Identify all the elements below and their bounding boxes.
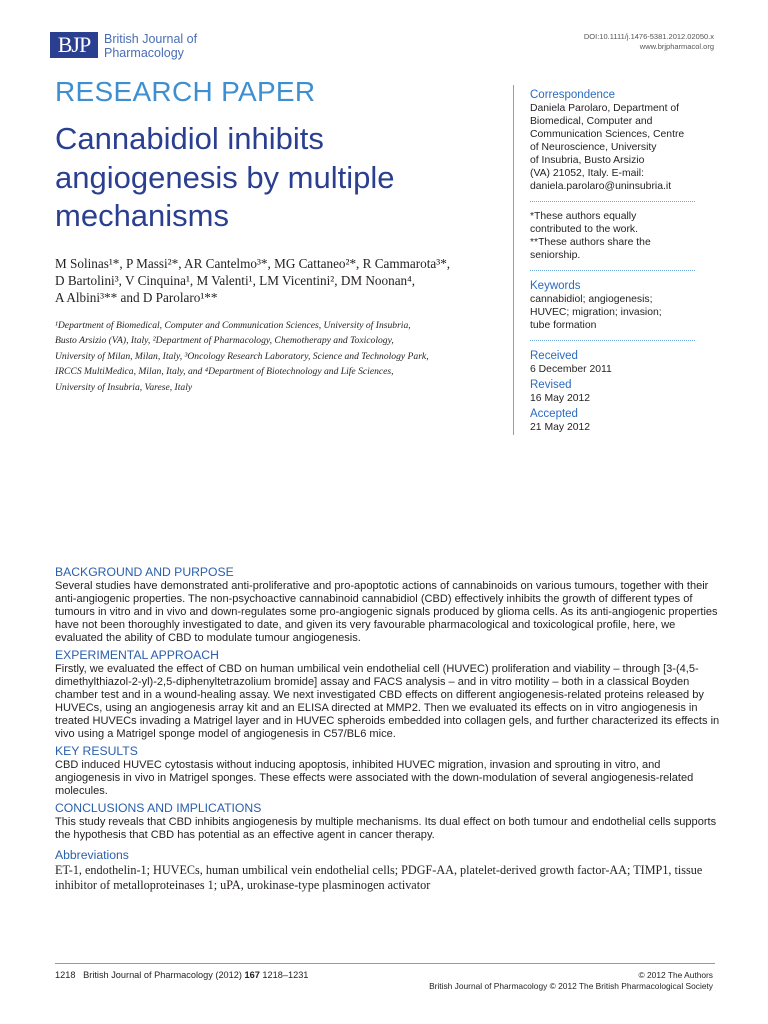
abbreviations-text: ET-1, endothelin-1; HUVECs, human umbilical vein endothelial cells; PDGF-AA, platelet-derived growth factor-AA; TIMP1, tissue inhibitor of metalloproteinases 1; uPA, urokinase-type plasminogen activator <box>55 863 703 892</box>
received-heading: Received <box>530 350 578 362</box>
correspondence-line: of Neuroscience, University <box>530 142 657 153</box>
correspondence-email[interactable]: daniela.parolaro@uninsubria.it <box>530 181 672 192</box>
paper-title: Cannabidiol inhibits angiogenesis by multiple mechanisms <box>55 121 395 233</box>
bjp-logo-mark: BJP <box>50 32 98 58</box>
doi-text: DOI:10.1111/j.1476-5381.2012.02050.x <box>583 32 714 41</box>
note-line: seniorship. <box>530 250 581 261</box>
keywords-heading: Keywords <box>530 280 581 292</box>
structured-abstract <box>55 562 720 893</box>
copyright-line: © 2012 The Authors <box>638 970 713 980</box>
article-info-sidebar <box>530 88 695 436</box>
conclusions-heading: CONCLUSIONS AND IMPLICATIONS <box>55 801 262 815</box>
author-note <box>530 210 695 262</box>
affiliation-line: University of Milan, Milan, Italy, ³Oncology Research Laboratory, Science and Technology Park, <box>55 350 429 362</box>
correspondence-heading: Correspondence <box>530 89 616 101</box>
accepted-date: 21 May 2012 <box>530 422 591 433</box>
dotted-divider <box>530 201 695 202</box>
correspondence-block <box>530 102 695 193</box>
note-line: **These authors share the <box>530 237 651 248</box>
paper-type-label: RESEARCH PAPER <box>55 76 316 107</box>
affiliation-line: IRCCS MultiMedica, Milan, Italy, and ⁴Department of Biotechnology and Life Sciences, <box>55 366 394 378</box>
accepted-heading: Accepted <box>530 408 578 420</box>
footer-volume: 167 <box>244 970 260 980</box>
page-number: 1218 <box>55 970 76 980</box>
author-line: D Bartolini³, V Cinquina¹, M Valenti¹, LM Vicentini², DM Noonan⁴, <box>55 273 416 288</box>
footer-pages: 1218–1231 <box>262 970 309 980</box>
journal-name-line1: British Journal of <box>104 32 198 46</box>
approach-heading: EXPERIMENTAL APPROACH <box>55 648 219 662</box>
author-list <box>55 255 505 306</box>
conclusions-text: This study reveals that CBD inhibits angiogenesis by multiple mechanisms. Its dual effect on both tumour and endothelial cells supports the hypothesis that CBD has potential as an effective agent in cancer therapy. <box>55 816 717 841</box>
correspondence-line: (VA) 21052, Italy. E-mail: <box>530 168 644 179</box>
revised-date: 16 May 2012 <box>530 393 591 404</box>
author-line: M Solinas¹*, P Massi²*, AR Cantelmo³*, MG Cattaneo²*, R Cammarota³*, <box>55 256 451 271</box>
revised-heading: Revised <box>530 379 572 391</box>
copyright-line: British Journal of Pharmacology © 2012 The British Pharmacological Society <box>429 981 713 991</box>
journal-logo <box>50 32 197 60</box>
correspondence-line: Communication Sciences, Centre <box>530 129 685 140</box>
affiliation-line: University of Insubria, Varese, Italy <box>55 381 193 393</box>
affiliation-line: Busto Arsizio (VA), Italy, ²Department of Pharmacology, Chemotherapy and Toxicology, <box>55 335 394 347</box>
footer-citation <box>55 970 308 980</box>
author-line: A Albini³** and D Parolaro¹** <box>55 290 218 305</box>
dotted-divider <box>530 270 695 271</box>
correspondence-line: of Insubria, Busto Arsizio <box>530 155 645 166</box>
keywords-line: cannabidiol; angiogenesis; <box>530 294 653 305</box>
abbreviations-heading: Abbreviations <box>55 848 129 862</box>
sidebar-divider <box>513 85 514 435</box>
keywords-block <box>530 293 695 332</box>
received-date: 6 December 2011 <box>530 364 612 375</box>
note-line: *These authors equally <box>530 211 637 222</box>
results-heading: KEY RESULTS <box>55 744 138 758</box>
keywords-line: HUVEC; migration; invasion; <box>530 307 662 318</box>
journal-name-line2: Pharmacology <box>104 46 184 60</box>
journal-website[interactable]: www.brjpharmacol.org <box>639 42 714 51</box>
affiliations <box>55 318 500 395</box>
journal-name <box>104 32 197 60</box>
approach-text: Firstly, we evaluated the effect of CBD on human umbilical vein endothelial cell (HUVEC) proliferation and viability – through [3-(4,5-dimethylthiazol-2-yl)-2,5-diphenyltetrazolium bromide] assay and FACS analysis – and in vitro motility – both in a classical Boyden chamber test and in a wound-healing assay. We next investigated CBD effects on different angiogenesis-related proteins released by HUVECs, using an angiogenesis array kit and an ELISA directed at MMP2. Then we evaluated its effects on in vitro angiogenesis in treated HUVECs invading a Matrigel layer and in HUVEC spheroids embedded into collagen gels, and further characterized its effects in vivo using a Matrigel sponge model of angiogenesis in C57/BL6 mice. <box>55 663 720 740</box>
background-heading: BACKGROUND AND PURPOSE <box>55 565 234 579</box>
footer-divider <box>55 963 715 964</box>
correspondence-line: Daniela Parolaro, Department of <box>530 103 680 114</box>
background-text: Several studies have demonstrated anti-proliferative and pro-apoptotic actions of cannabinoids on various tumours, together with their anti-angiogenic properties. The non-psychoactive cannabinoid cannabidiol (CBD) effectively inhibits the growth of different types of tumours in vitro and in vivo and down-regulates some pro-angiogenic signals produced by glioma cells. As its anti-angiogenic properties have not been thoroughly investigated to date, and given its very favourable pharmacological and toxicological profile, here, we evaluated the ability of CBD to modulate tumour angiogenesis. <box>55 580 718 644</box>
footer-copyright <box>429 970 713 992</box>
footer-journal: British Journal of Pharmacology (2012) <box>83 970 242 980</box>
correspondence-line: Biomedical, Computer and <box>530 116 653 127</box>
results-text: CBD induced HUVEC cytostasis without inducing apoptosis, inhibited HUVEC migration, invasion and sprouting in vitro, and angiogenesis in vivo in Matrigel sponges. These effects were associated with the down-modulation of several angiogenesis-related molecules. <box>55 759 694 797</box>
dotted-divider <box>530 340 695 341</box>
note-line: contributed to the work. <box>530 224 639 235</box>
keywords-line: tube formation <box>530 320 597 331</box>
affiliation-line: ¹Department of Biomedical, Computer and Communication Sciences, University of Insubria, <box>55 320 411 331</box>
doi-block <box>584 32 714 52</box>
